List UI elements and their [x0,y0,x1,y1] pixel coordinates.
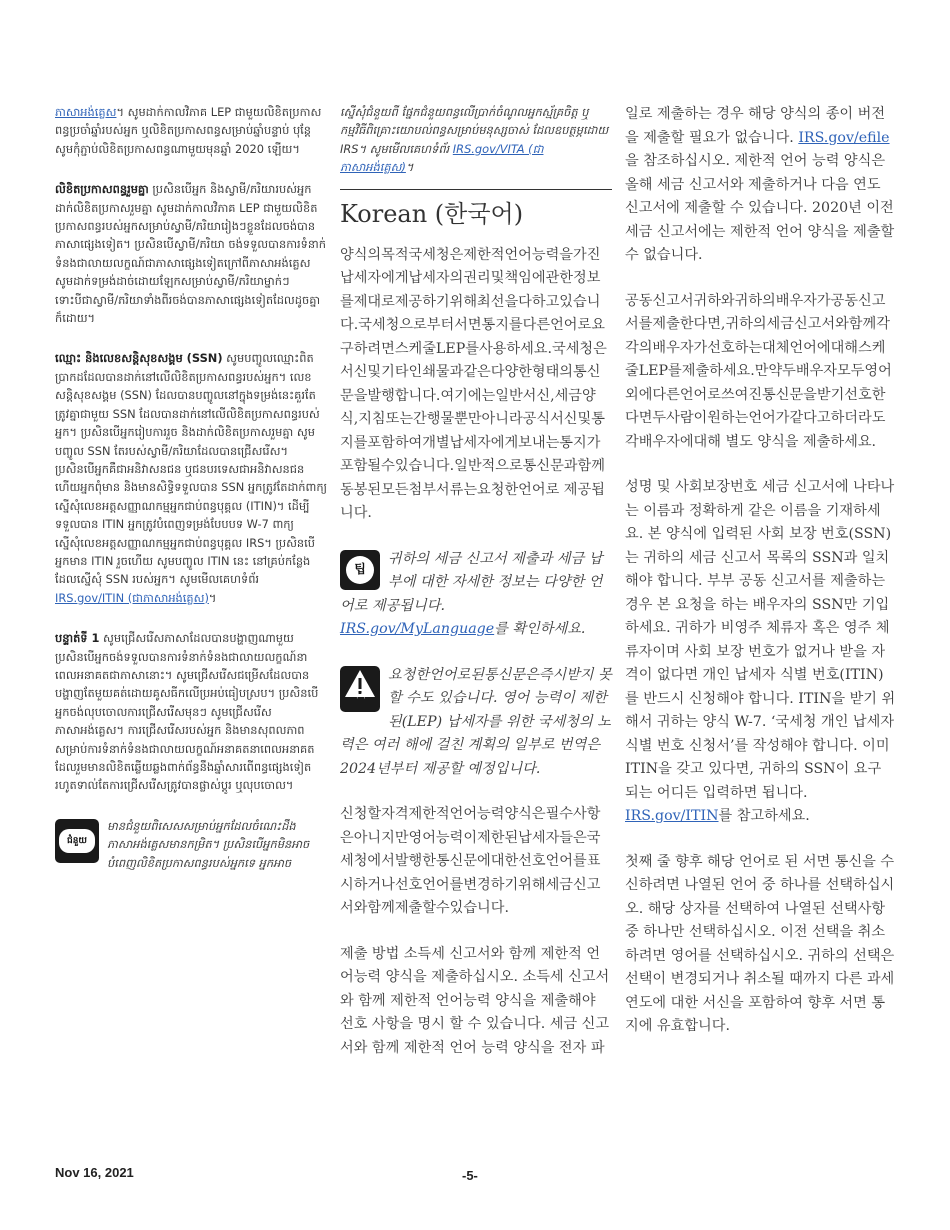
korean-column-left [340,103,612,1082]
khmer-paragraph-line1 [55,629,327,795]
warning-badge-label: 주의 [354,693,366,701]
name-ssn-end: ។ [208,590,217,605]
help-badge-label: ជំនួយ [59,829,95,853]
name-ssn-text-b: 를 참고하세요. [718,808,810,824]
khmer-column [55,103,327,894]
korean-efile-paragraph [625,103,897,268]
korean-joint-return-paragraph: 공동신고서귀하와귀하의배우자가공동신고서를제출한다면,귀하의세금신고서와함께각각의배우자가선호하는대체언어에대해스케줄LEP를제출하세요.만약두배우자모두영어외에다른언어로쓰여진통신문을받기선호한다면두사람이원하는언어가같다고하더라도각배우자에대해 별도 양식을 제출하세요. [625,292,892,450]
warning-callout-text: 요청한언어로된통신문은즉시받지 못할 수도 있습니다. 영어 능력이 제한된(LEP) 납세자를 위한 국세청의 노력은 여러 해에 걸친 계획의 일부로 번역은 2024년부터 제공할 예정입니다. [340,666,612,777]
irs-itin-link-korean[interactable]: IRS.gov/ITIN [625,808,719,824]
joint-return-heading: លិខិតប្រកាសពន្ធរួមគ្នា [55,182,149,197]
korean-purpose-paragraph: 양식의목적국세청은제한적언어능력을가진납세자에게납세자의권리및책임에관한정보를제대로제공하기위해최선을다하고있습니다.국세청으로부터서면통지를다른언어로요구하려면스케줄LEP를사용하세요.국세청은서신및기타인쇄물과같은다양한형태의통신문을발행합니다.여기에는일반서신,세금양식,지침또는간행물뿐만아니라공식서신및통지를포함하여개별납세자에게보내는통지가포함될수있습니다.일반적으로통신문과함께동봉된모든첨부서류는요청한언어로 제공됩니다. [340,246,607,522]
name-ssn-text: សូមបញ្ចូលឈ្មោះពិតប្រាកដដែលបានដាក់នៅលើលិខិតប្រកាសពន្ធរបស់អ្នក។ លេខសន្តិសុខសង្គម (SSN) ដែលបានបញ្ចូលនៅក្នុងទម្រង់នេះគួរតែត្រូវគ្នាជាមួយ SSN ដែលបានដាក់នៅលើលិខិតប្រកាសពន្ធរបស់អ្នក។ ប្រសិនបើអ្នករៀបការរួច និងដាក់លិខិតប្រកាសរួមគ្នា សូមបញ្ចូល SSN តែរបស់ស្វាមី/ភរិយាដែលបានជ្រើសរើស។ ប្រសិនបើអ្នកគឺជាអនិវាសនជន ឬជនបរទេសជាអនិវាសនជន ហើយអ្នកពុំមាន និងមានសិទ្ធិទទួលបាន SSN អ្នកត្រូវតែដាក់ពាក្យស្នើសុំលេខអត្តសញ្ញាណកម្មអ្នកជាប់ពន្ធបុគ្គល (ITIN)។ ដើម្បីទទួលបាន ITIN អ្នកត្រូវបំពេញទម្រង់បែបបទ W-7 ពាក្យស្នើសុំលេខអត្តសញ្ញាណកម្មអ្នកជាប់ពន្ធបុគ្គល IRS។ ប្រសិនបើអ្នកមាន ITIN រួចហើយ សូមបញ្ចូល ITIN នេះ នៅគ្រប់កន្លែងដែលស្នើសុំ SSN របស់អ្នក។ សូមមើលគេហទំព័រ [55,351,328,587]
korean-how-to-file-paragraph: 제출 방법 소득세 신고서와 함께 제한적 언어능력 양식을 제출하십시오. 소득세 신고서와 함께 제한적 언어능력 양식을 제출해야 선호 사항을 명시 할 수 있습니다. 세금 신고서와 함께 제한적 언어 능력 양식을 전자 파 [340,945,610,1056]
irs-vita-link[interactable]: IRS.gov/VITA (ជាភាសាអង់គ្លេស) [340,141,544,175]
section-divider [340,189,612,190]
irs-mylanguage-link[interactable]: IRS.gov/MyLanguage [340,621,495,638]
khmer-continued-body: ស្នើសុំជំនួយពី ផ្នែកជំនួយពន្ធលើប្រាក់ចំណូលអ្នកស្ម័គ្រចិត្ត ឬ កម្មវិធីពិគ្រោះយោបល់ពន្ធសម្រាប់មនុស្សចាស់ ដែលឧបត្ថម្ភដោយ IRS។ សូមមើលគេហទំព័រ [340,105,609,156]
page-number: -5- [462,1168,478,1183]
warning-callout [340,664,612,782]
khmer-paragraph-name-ssn [55,349,327,607]
irs-itin-link[interactable]: IRS.gov/ITIN (ជាភាសាអង់គ្លេស) [55,590,209,605]
tip-callout-text: 귀하의 세금 신고서 제출과 세금 납부에 대한 자세한 정보는 다양한 언어로 제공됩니다. [340,550,603,614]
khmer-help-callout [55,817,327,872]
tip-badge-icon [340,550,380,590]
english-language-link[interactable]: ភាសាអង់គ្លេស [55,105,117,119]
khmer-paragraph-joint-return [55,180,327,327]
khmer-continued-text [340,103,612,177]
korean-name-ssn-paragraph [625,476,897,829]
efile-text-a: 일로 제출하는 경우 해당 양식의 종이 버전을 제출할 필요가 없습니다. [625,106,886,146]
korean-eligibility-paragraph: 신청할자격제한적언어능력양식은필수사항은아니지만영어능력이제한된납세자들은국세청에서발행한통신문에대한선호언어를표시하거나선호언어를변경하기위해세금신고서와함께제출할수있습니다. [340,806,601,917]
help-badge-icon [55,819,99,863]
help-callout-text: មានជំនួយពិសេសសម្រាប់អ្នកដែលចំណេះដឹងភាសាអង់គ្លេសមានកម្រិត។ ប្រសិនបើអ្នកមិនអាចបំពេញលិខិតប្រកាសពន្ធរបស់អ្នកទេ អ្នកអាច [107,818,310,870]
tip-badge-label: 팁 [346,556,374,584]
korean-section-heading: Korean (한국어) [340,199,524,228]
joint-return-text: ប្រសិនបើអ្នក និងស្វាមី/ភរិយារបស់អ្នកដាក់លិខិតប្រកាសរួមគ្នា សូមដាក់កាលវិភាគ LEP ជាមួយលិខិតប្រកាសពន្ធរបស់អ្នកសម្រាប់ស្វាមី/ភរិយារៀងៗខ្លួនដែលចង់បានភាសាផ្សេងទៀត។ ប្រសិនបើស្វាមី/ភរិយា ចង់ទទួលបានការទំនាក់ទំនងជាលាយលក្ខណ៍ជាភាសាផ្សេងទៀតក្រៅពីភាសាអង់គ្លេស សូមដាក់ទម្រង់ដាច់ដោយឡែកសម្រាប់ស្វាមី/ភរិយាម្នាក់ៗ ទោះបីជាស្វាមី/ភរិយាទាំងពីរចង់បានភាសាផ្សេងទៀតដែលដូចគ្នាក៏ដោយ។ [55,182,326,326]
irs-efile-link[interactable]: IRS.gov/efile [798,129,890,146]
tip-callout [340,548,612,642]
khmer-paragraph-intro [55,103,327,158]
name-ssn-heading: ឈ្មោះ និងលេខសន្តិសុខសង្គម (SSN) [55,351,223,366]
korean-line1-paragraph: 첫째 줄 향후 해당 언어로 된 서면 통신을 수신하려면 나열된 언어 중 하나를 선택하십시오. 해당 상자를 선택하여 나열된 선택사항 중 하나만 선택하십시오. 이전 선택을 취소하려면 영어를 선택하십시오. 귀하의 선택은 선택이 변경되거나 취소될 때까지 다른 과세 연도에 대한 서신을 포함하여 향후 서면 통지에 유효합니다. [625,853,895,1034]
tip-callout-after: 를 확인하세요. [494,621,586,638]
line1-text: សូមជ្រើសរើសភាសាដែលបានបង្ហាញណាមួយ ប្រសិនបើអ្នកចង់ទទួលបានការទំនាក់ទំនងជាលាយលក្ខណ៍នាពេលអនាគតជាភាសានោះ។ សូមជ្រើសរើសជម្រើសដែលបានបង្ហាញតែមួយគត់ដោយគូសធីកលើប្រអប់ធៀបស្រប។ ប្រសិនបើអ្នកចង់លុបចោលការជ្រើសរើសមុនៗ សូមជ្រើសរើសភាសាអង់គ្លេស។ ការជ្រើសរើសរបស់អ្នក និងមានសុពលភាពសម្រាប់ការទំនាក់ទំនងជាលាយលក្ខណ៍អនាគតនាពេលអនាគតដែលរួមមានលិខិតឆ្លើយឆ្លងពាក់ព័ន្ធនឹងឆ្នាំសារពើពន្ធផ្សេងទៀត រហូតទាល់តែការជ្រើសរើសត្រូវបានផ្លាស់ប្តូរ ឬលុបចោល។ [55,631,319,793]
warning-icon [340,666,380,712]
name-ssn-text-a: 성명 및 사회보장번호 세금 신고서에 나타나는 이름과 정확하게 같은 이름을 기재하세요. 본 양식에 입력된 사회 보장 번호(SSN)는 귀하의 세금 신고서 목록의 SSN과 일치해야 합니다. 부부 공동 신고서를 제출하는 경우 본 요청을 하는 배우자의 SSN만 기입하세요. 귀하가 비영주 체류자 혹은 영주 체류자이며 사회 보장 번호가 없거나 받을 자격이 없다면 개인 납세자 식별 번호(ITIN)를 반드시 신청해야 합니다. ITIN을 받기 위해서 귀하는 양식 W-7. ‘국세청 개인 납세자 식별 번호 신청서’를 작성해야 합니다. 이미 ITIN을 갖고 있다면, 귀하의 SSN이 요구 되는 어디든 입력하면 됩니다. [625,479,896,801]
line1-heading: បន្ទាត់ទី 1 [55,631,100,646]
korean-column-right [625,103,897,1061]
khmer-continued-end: ។ [405,160,414,175]
efile-text-b: 을 참조하십시오. 제한적 언어 능력 양식은 올해 세금 신고서와 제출하거나 다음 연도 신고서에 제출할 수 있습니다. 2020년 이전 세금 신고서에는 제한적 언어 양식을 제출할 수 없습니다. [625,153,895,263]
footer-date: Nov 16, 2021 [55,1165,134,1180]
khmer-intro-text: ។ សូមដាក់កាលវិភាគ LEP ជាមួយលិខិតប្រកាសពន្ធប្រចាំឆ្នាំរបស់អ្នក ឬលិខិតប្រកាសពន្ធសម្រាប់ឆ្នាំបន្ទាប់ បុន្តែសូមកុំភ្ជាប់លិខិតប្រកាសពន្ធណាមួយមុនឆ្នាំ 2020 ឡើយ។ [55,105,322,156]
